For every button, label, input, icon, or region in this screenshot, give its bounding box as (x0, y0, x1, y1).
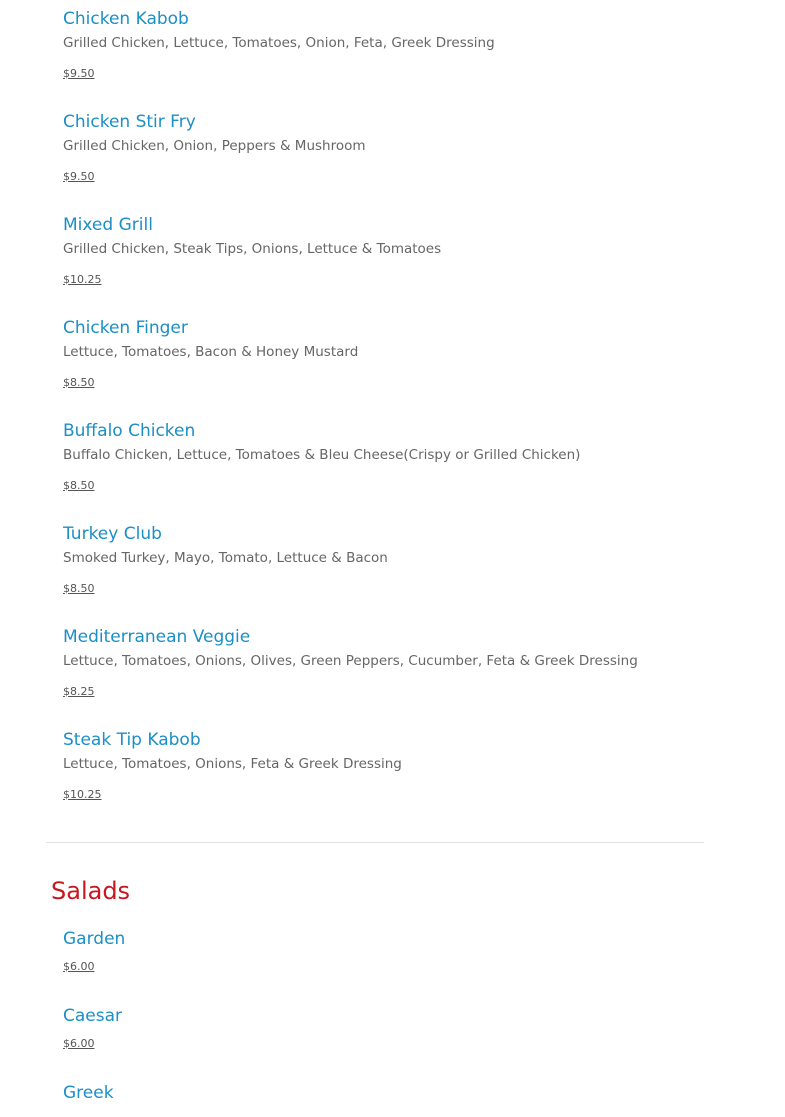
item-name: Mediterranean Veggie (63, 627, 251, 647)
item-description: Lettuce, Tomatoes, Onions, Olives, Green Peppers, Cucumber, Feta & Greek Dressing (63, 653, 638, 669)
item-price[interactable]: $8.50 (63, 376, 95, 389)
menu-item-steak-tip-kabob (63, 730, 723, 802)
item-name: Turkey Club (63, 524, 162, 544)
item-name: Steak Tip Kabob (63, 730, 201, 750)
item-price[interactable]: $10.25 (63, 273, 102, 286)
item-price[interactable]: $6.00 (63, 1037, 95, 1050)
item-price[interactable]: $10.25 (63, 788, 102, 801)
item-price[interactable]: $6.00 (63, 960, 95, 973)
menu-item-mediterranean-veggie (63, 627, 723, 699)
item-price[interactable]: $9.50 (63, 67, 95, 80)
item-price[interactable]: $9.50 (63, 170, 95, 183)
item-description: Grilled Chicken, Lettuce, Tomatoes, Onion, Feta, Greek Dressing (63, 35, 495, 51)
item-name: Caesar (63, 1006, 123, 1026)
item-price[interactable]: $8.50 (63, 582, 95, 595)
item-description: Smoked Turkey, Mayo, Tomato, Lettuce & Bacon (63, 550, 388, 566)
section-divider (46, 842, 704, 843)
menu-item-chicken-stir-fry (63, 112, 723, 184)
item-description: Lettuce, Tomatoes, Bacon & Honey Mustard (63, 344, 359, 360)
menu-item-greek (63, 1083, 723, 1103)
item-name: Chicken Kabob (63, 9, 189, 29)
menu-item-chicken-kabob (63, 9, 723, 81)
item-price[interactable]: $8.50 (63, 479, 95, 492)
section-title-salads: Salads (51, 877, 131, 905)
item-name: Chicken Stir Fry (63, 112, 196, 132)
menu-item-mixed-grill (63, 215, 723, 287)
item-name: Garden (63, 929, 126, 949)
menu-item-caesar (63, 1006, 723, 1051)
menu-item-turkey-club (63, 524, 723, 596)
menu-item-chicken-finger (63, 318, 723, 390)
menu-item-buffalo-chicken (63, 421, 723, 493)
item-description: Grilled Chicken, Onion, Peppers & Mushroom (63, 138, 366, 154)
item-name: Greek (63, 1083, 114, 1103)
item-name: Chicken Finger (63, 318, 188, 338)
item-name: Buffalo Chicken (63, 421, 196, 441)
menu-item-garden (63, 929, 723, 974)
item-price[interactable]: $8.25 (63, 685, 95, 698)
item-name: Mixed Grill (63, 215, 153, 235)
item-description: Grilled Chicken, Steak Tips, Onions, Lettuce & Tomatoes (63, 241, 442, 257)
item-description: Lettuce, Tomatoes, Onions, Feta & Greek Dressing (63, 756, 402, 772)
item-description: Buffalo Chicken, Lettuce, Tomatoes & Bleu Cheese(Crispy or Grilled Chicken) (63, 447, 581, 463)
